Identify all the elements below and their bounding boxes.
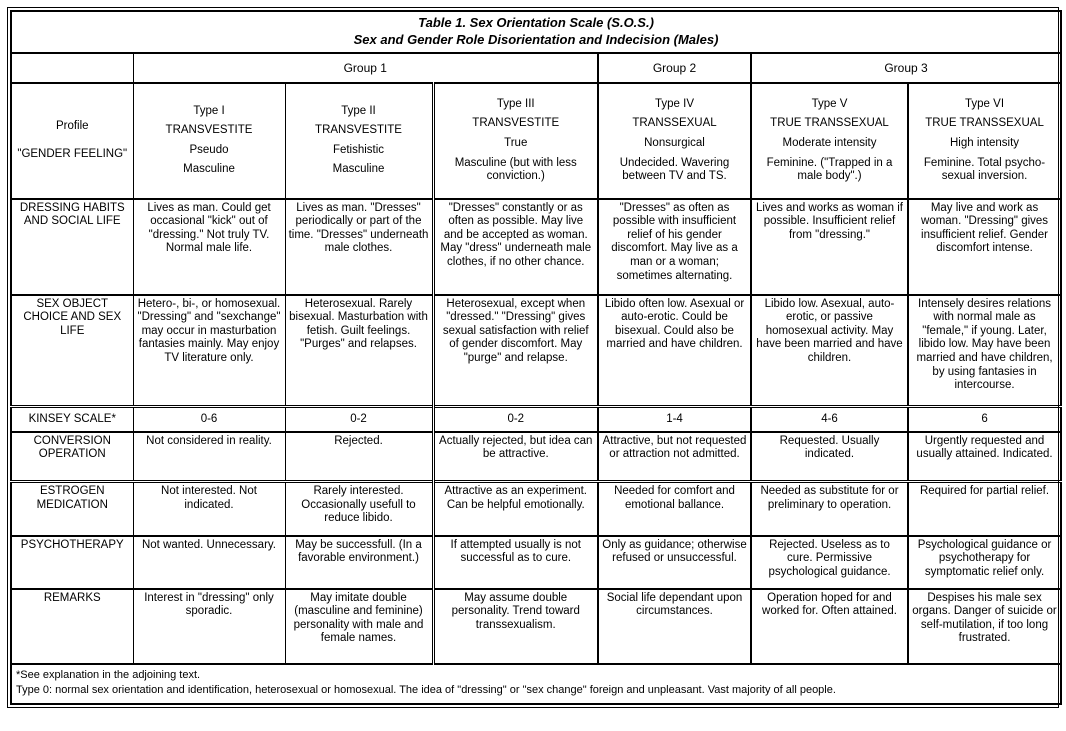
data-cell: May assume double personality. Trend toward transsexualism. (433, 589, 598, 664)
type-number: Type III (496, 97, 535, 110)
data-cell: Rejected. Useless as to cure. Permissive psychological guidance. (751, 536, 908, 589)
table-title: Table 1. Sex Orientation Scale (S.O.S.) (418, 15, 654, 30)
row-label-profile (11, 83, 133, 199)
data-cell: Intensely desires relations with normal male as "female," if young. Later, libido low. May have been married and have children, by using fantasies in intercourse. (908, 295, 1061, 407)
data-cell: Required for partial relief. (908, 482, 1061, 536)
group-header-row (11, 53, 1061, 83)
row-profile (11, 83, 1061, 199)
data-cell: 4-6 (751, 407, 908, 432)
type-subtype: Pseudo (189, 143, 229, 156)
type-name: TRUE TRANSSEXUAL (770, 117, 889, 130)
data-cell: 0-6 (133, 407, 285, 432)
data-cell: Psychological guidance or psychotherapy for symptomatic relief only. (908, 536, 1061, 589)
type-gender-feeling: Masculine (332, 163, 385, 176)
type-number: Type I (193, 104, 225, 117)
data-cell: "Dresses" as often as possible with insufficient relief of his gender discomfort. May live as a man or a woman; sometimes alternating. (598, 199, 751, 295)
row-kinsey-scale (11, 407, 1061, 432)
row-label-sex-object: SEX OBJECT CHOICE AND SEX LIFE (11, 295, 133, 407)
data-cell: Attractive, but not requested or attraction not admitted. (598, 432, 751, 482)
type-number: Type VI (965, 97, 1005, 110)
table-title-cell (11, 11, 1061, 53)
type-subtype: True (504, 137, 528, 149)
data-cell: Requested. Usually indicated. (751, 432, 908, 482)
type-subtype: Moderate intensity (782, 137, 877, 149)
type-gender-feeling: Masculine (but with less conviction.) (454, 156, 577, 183)
data-cell: If attempted usually is not successful as to cure. (433, 536, 598, 589)
row-label-psychotherapy: PSYCHOTHERAPY (11, 536, 133, 589)
row-sex-object-choice (11, 295, 1061, 407)
data-cell: Interest in "dressing" only sporadic. (133, 589, 285, 664)
profile-cell-type5 (751, 83, 908, 199)
type-number: Type V (811, 97, 848, 110)
type-name: TRANSVESTITE (165, 124, 253, 137)
type-subtype: Nonsurgical (644, 137, 705, 149)
data-cell: 0-2 (433, 407, 598, 432)
footnote-asterisk: *See explanation in the adjoining text. (16, 668, 201, 681)
group3-header: Group 3 (751, 53, 1061, 83)
type-subtype: Fetishistic (332, 143, 385, 156)
row-label-estrogen-medication: ESTROGEN MEDICATION (11, 482, 133, 536)
data-cell: Actually rejected, but idea can be attractive. (433, 432, 598, 482)
data-cell: Lives as man. Could get occasional "kick" out of "dressing." Not truly TV. Normal male life. (133, 199, 285, 295)
data-cell: Rejected. (285, 432, 433, 482)
row-estrogen-medication (11, 482, 1061, 536)
corner-cell (11, 53, 133, 83)
data-cell: May live and work as woman. "Dressing" gives insufficient relief. Gender discomfort intense. (908, 199, 1061, 295)
profile-cell-type4 (598, 83, 751, 199)
data-cell: Only as guidance; otherwise refused or unsuccessful. (598, 536, 751, 589)
group2-header: Group 2 (598, 53, 751, 83)
data-cell: Not interested. Not indicated. (133, 482, 285, 536)
group1-header: Group 1 (133, 53, 598, 83)
row-psychotherapy (11, 536, 1061, 589)
data-cell: Libido often low. Asexual or auto-erotic. Could be bisexual. Could also be married and have children. (598, 295, 751, 407)
type-name: TRUE TRANSSEXUAL (925, 117, 1044, 130)
type-gender-feeling: Feminine. ("Trapped in a male body".) (766, 156, 893, 183)
data-cell: Despises his male sex organs. Danger of suicide or self-mutilation, if too long frustrated. (908, 589, 1061, 664)
row-label-remarks: REMARKS (11, 589, 133, 664)
type-gender-feeling: Undecided. Wavering between TV and TS. (619, 156, 730, 183)
data-cell: Needed as substitute for or preliminary to operation. (751, 482, 908, 536)
profile-label-line2: "GENDER FEELING" (17, 147, 128, 160)
type-subtype: High intensity (950, 137, 1020, 149)
data-cell: Social life dependant upon circumstances. (598, 589, 751, 664)
data-cell: Heterosexual. Rarely bisexual. Masturbation with fetish. Guilt feelings. "Purges" and relapses. (285, 295, 433, 407)
data-cell: Not considered in reality. (133, 432, 285, 482)
sos-table (10, 10, 1062, 705)
type-name: TRANSVESTITE (472, 117, 560, 130)
data-cell: 6 (908, 407, 1061, 432)
type-name: TRANSSEXUAL (632, 117, 717, 130)
type-gender-feeling: Masculine (183, 163, 235, 176)
profile-label-line1: Profile (55, 120, 89, 133)
type-gender-feeling: Feminine. Total psycho-sexual inversion. (923, 156, 1046, 183)
data-cell: 0-2 (285, 407, 433, 432)
row-remarks (11, 589, 1061, 664)
row-label-kinsey-scale: KINSEY SCALE* (11, 407, 133, 432)
data-cell: May be successfull. (In a favorable environment.) (285, 536, 433, 589)
row-label-conversion-operation: CONVERSION OPERATION (11, 432, 133, 482)
data-cell: May imitate double (masculine and feminine) personality with male and female names. (285, 589, 433, 664)
title-row (11, 11, 1061, 53)
profile-cell-type3 (433, 83, 598, 199)
data-cell: Urgently requested and usually attained. Indicated. (908, 432, 1061, 482)
profile-cell-type2 (285, 83, 433, 199)
footnote-cell (11, 664, 1061, 704)
footnote-row (11, 664, 1061, 704)
data-cell: Rarely interested. Occasionally usefull to reduce libido. (285, 482, 433, 536)
row-conversion-operation (11, 432, 1061, 482)
data-cell: Lives and works as woman if possible. Insufficient relief from "dressing." (751, 199, 908, 295)
data-cell: Libido low. Asexual, auto-erotic, or passive homosexual activity. May have been married and have children. (751, 295, 908, 407)
table-frame (7, 7, 1059, 708)
data-cell: Not wanted. Unnecessary. (133, 536, 285, 589)
footnote-type0: Type 0: normal sex orientation and identification, heterosexual or homosexual. The idea of "dressing" or "sex change" foreign and unpleasant. Vast majority of all people. (16, 684, 836, 697)
data-cell: Operation hoped for and worked for. Often attained. (751, 589, 908, 664)
data-cell: Heterosexual, except when "dressed." "Dressing" gives sexual satisfaction with relief of gender discomfort. May "purge" and relapse. (433, 295, 598, 407)
type-number: Type II (341, 104, 376, 117)
row-label-dressing-habits: DRESSING HABITS AND SOCIAL LIFE (11, 199, 133, 295)
type-number: Type IV (655, 97, 694, 110)
type-name: TRANSVESTITE (315, 124, 402, 137)
data-cell: 1-4 (598, 407, 751, 432)
row-dressing-habits (11, 199, 1061, 295)
data-cell: "Dresses" constantly or as often as possible. May live and be accepted as woman. May "dress" underneath male clothes, if no other chance. (433, 199, 598, 295)
data-cell: Attractive as an experiment. Can be helpful emotionally. (433, 482, 598, 536)
table-subtitle: Sex and Gender Role Disorientation and Indecision (Males) (353, 31, 719, 47)
profile-cell-type1 (133, 83, 285, 199)
data-cell: Lives as man. "Dresses" periodically or part of the time. "Dresses" underneath male clothes. (285, 199, 433, 295)
data-cell: Hetero-, bi-, or homosexual. "Dressing" and "sexchange" may occur in masturbation fantasies mainly. May enjoy TV literature only. (133, 295, 285, 407)
profile-cell-type6 (908, 83, 1061, 199)
data-cell: Needed for comfort and emotional ballance. (598, 482, 751, 536)
